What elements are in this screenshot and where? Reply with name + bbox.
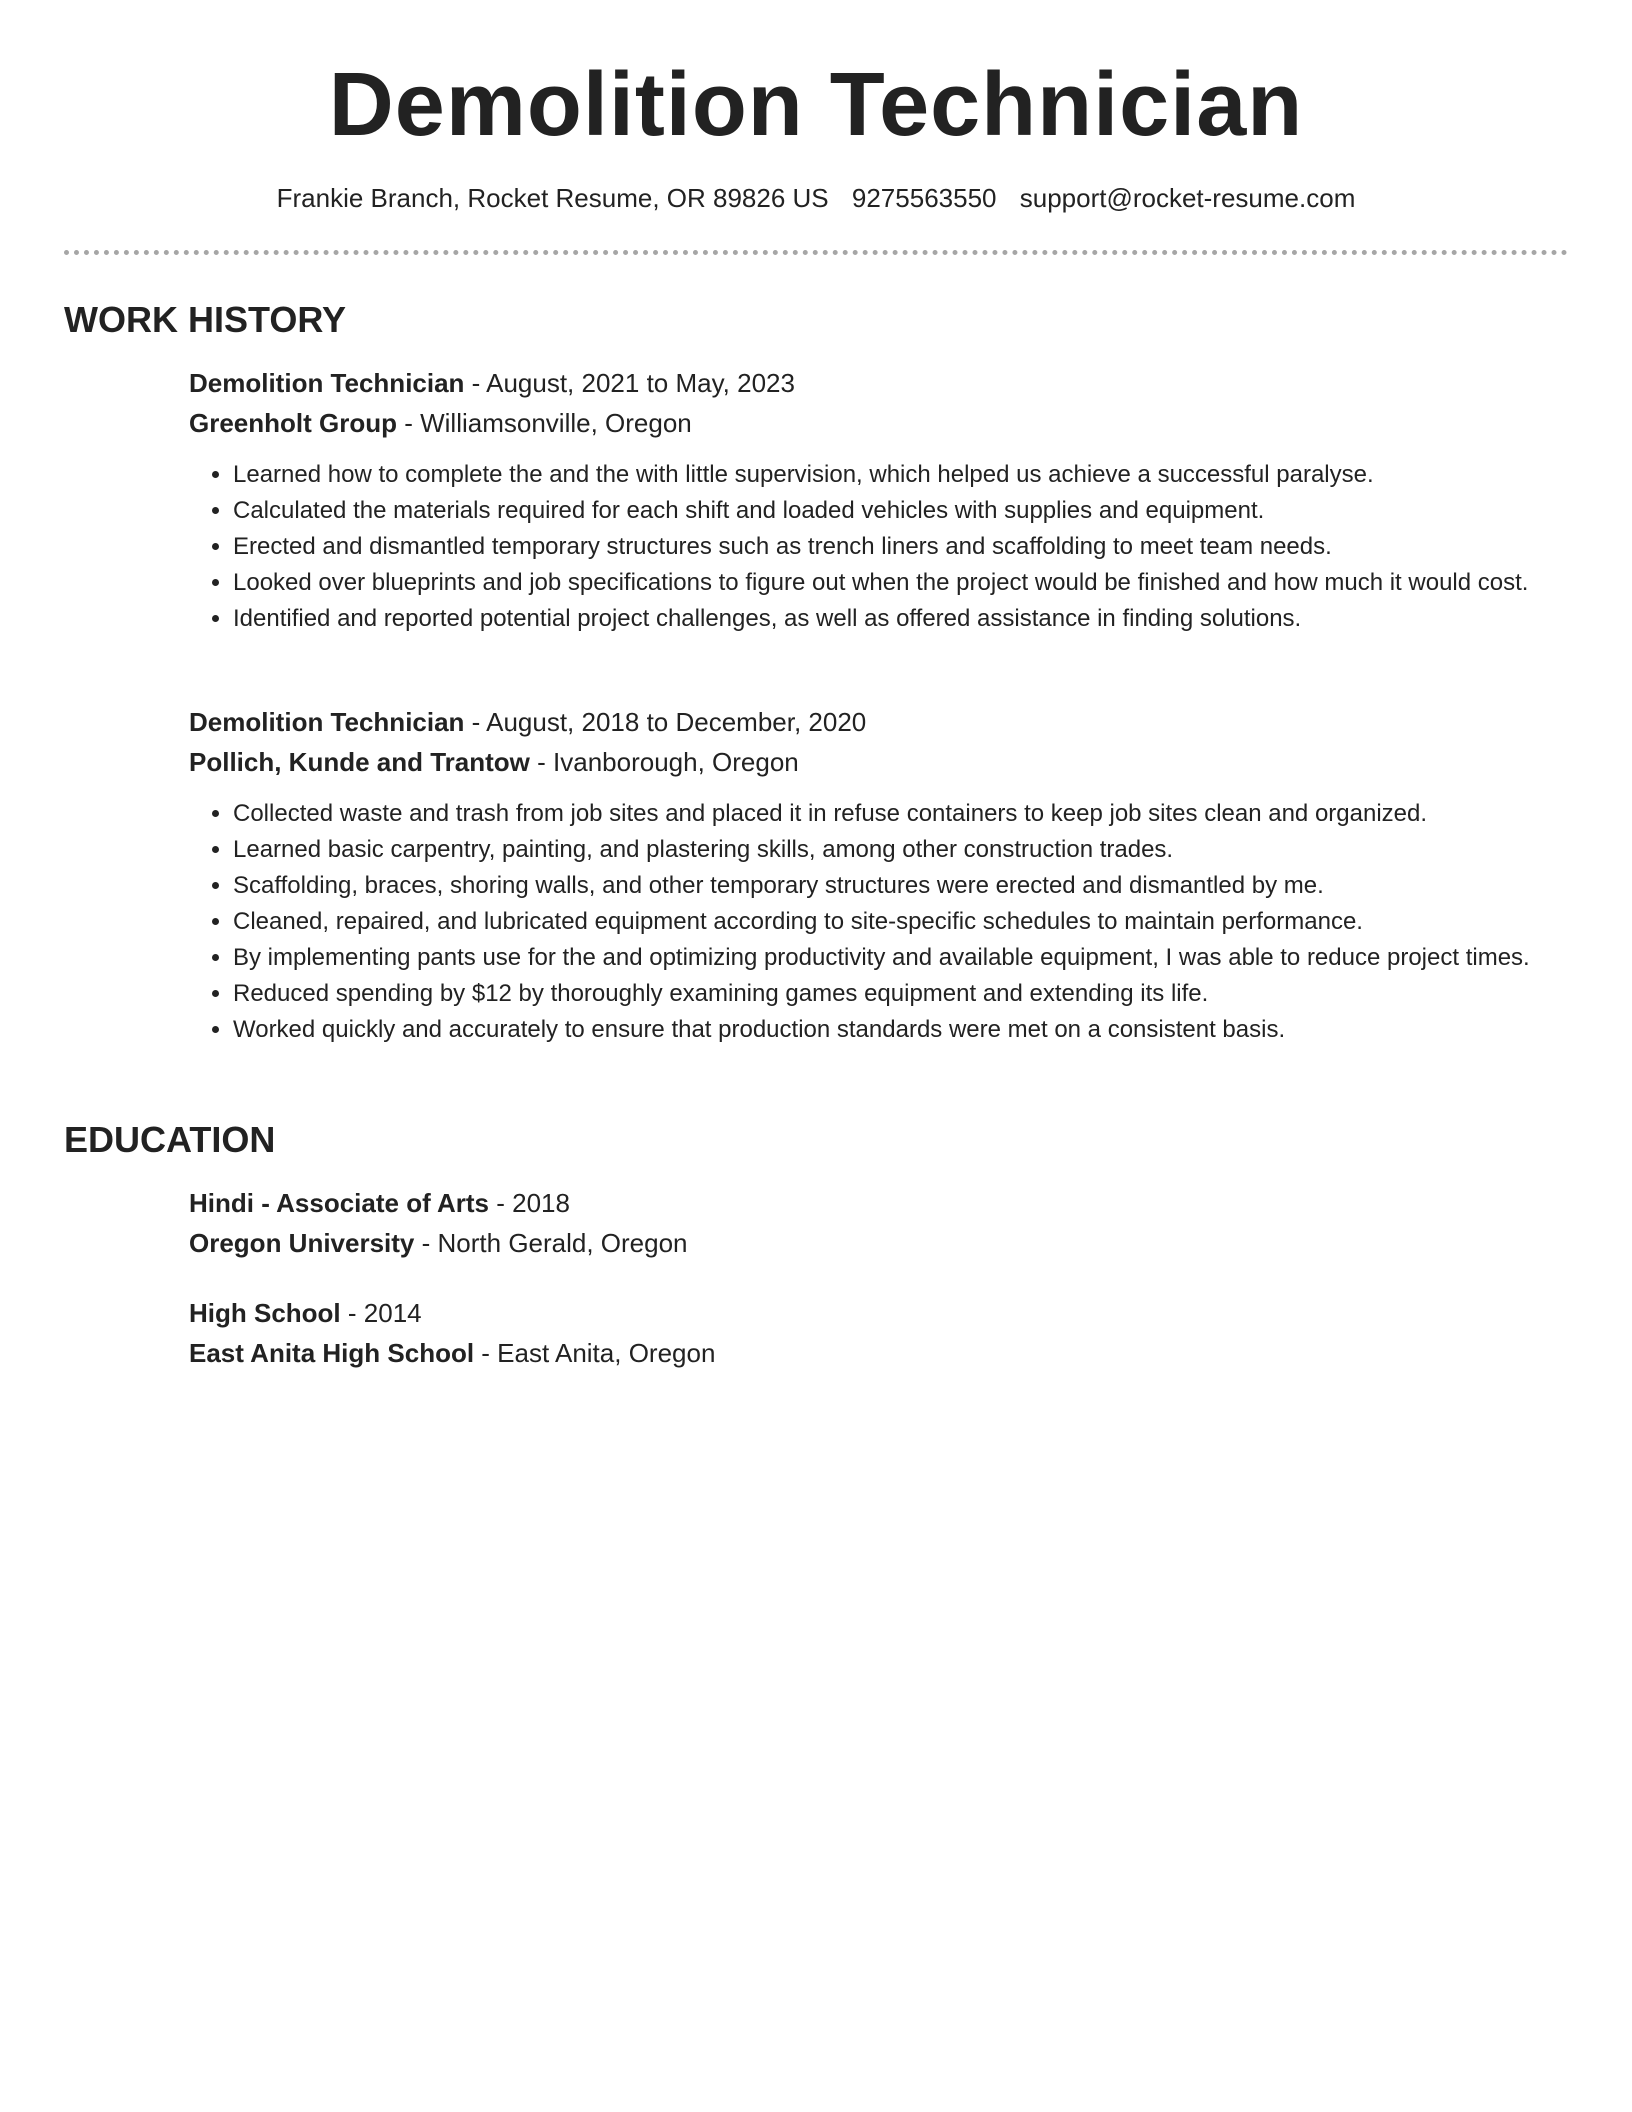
job-duty: • Worked quickly and accurately to ensure that production standards were met on a consistent basis. bbox=[233, 1012, 1549, 1048]
job-duty: • Calculated the materials required for each shift and loaded vehicles with supplies and equipment. bbox=[233, 493, 1549, 529]
job-position: Demolition Technician bbox=[189, 368, 465, 398]
education-degree: High School bbox=[189, 1298, 341, 1328]
job-duty: • Erected and dismantled temporary structures such as trench liners and scaffolding to meet team needs. bbox=[233, 529, 1549, 565]
education-title: EDUCATION bbox=[64, 1119, 276, 1160]
job-company: Greenholt Group bbox=[189, 408, 397, 438]
job-entry bbox=[189, 702, 1549, 1048]
contact-phone: 9275563550 bbox=[851, 183, 997, 213]
education-entry bbox=[189, 1183, 1549, 1263]
job-title-line bbox=[189, 702, 1549, 742]
education-school: Oregon University bbox=[189, 1228, 415, 1258]
job-entry bbox=[189, 363, 1549, 637]
job-title-line bbox=[189, 363, 1549, 403]
job-location: - Williamsonville, Oregon bbox=[397, 408, 692, 438]
job-duty: • Collected waste and trash from job sites and placed it in refuse containers to keep job sites clean and organized. bbox=[233, 796, 1549, 832]
header-divider bbox=[64, 250, 1568, 255]
job-duty: • Identified and reported potential project challenges, as well as offered assistance in finding solutions. bbox=[233, 601, 1549, 637]
education-degree: Hindi - Associate of Arts bbox=[189, 1188, 490, 1218]
education-entry bbox=[189, 1293, 1549, 1373]
job-duties-list bbox=[189, 796, 1549, 1048]
education-year: - 2014 bbox=[340, 1298, 422, 1328]
resume-name: Demolition Technician bbox=[328, 55, 1304, 155]
job-dates: - August, 2021 to May, 2023 bbox=[464, 368, 795, 398]
job-dates: - August, 2018 to December, 2020 bbox=[464, 707, 867, 737]
education-school-line bbox=[189, 1223, 1549, 1263]
education-school-line bbox=[189, 1333, 1549, 1373]
education-degree-line bbox=[189, 1183, 1549, 1223]
contact-info bbox=[0, 180, 1632, 216]
job-duty: • Learned how to complete the and the with little supervision, which helped us achieve a successful paralyse. bbox=[233, 457, 1549, 493]
job-duty: • Learned basic carpentry, painting, and plastering skills, among other construction trades. bbox=[233, 832, 1549, 868]
job-duty: • By implementing pants use for the and optimizing productivity and available equipment, I was able to reduce project times. bbox=[233, 940, 1549, 976]
job-duty: • Looked over blueprints and job specifications to figure out when the project would be finished and how much it would cost. bbox=[233, 565, 1549, 601]
job-company: Pollich, Kunde and Trantow bbox=[189, 747, 530, 777]
education-location: - East Anita, Oregon bbox=[474, 1338, 716, 1368]
job-location: - Ivanborough, Oregon bbox=[529, 747, 799, 777]
job-company-line bbox=[189, 742, 1549, 782]
job-company-line bbox=[189, 403, 1549, 443]
job-duty: • Scaffolding, braces, shoring walls, and other temporary structures were erected and dismantled by me. bbox=[233, 868, 1549, 904]
education-location: - North Gerald, Oregon bbox=[414, 1228, 688, 1258]
contact-address: Frankie Branch, Rocket Resume, OR 89826 US bbox=[276, 183, 829, 213]
education-degree-line bbox=[189, 1293, 1549, 1333]
education-year: - 2018 bbox=[489, 1188, 570, 1218]
job-position: Demolition Technician bbox=[189, 707, 465, 737]
job-duty: • Reduced spending by $12 by thoroughly examining games equipment and extending its life. bbox=[233, 976, 1549, 1012]
work-history-title: WORK HISTORY bbox=[64, 299, 347, 340]
job-duties-list bbox=[189, 457, 1549, 637]
education-school: East Anita High School bbox=[189, 1338, 475, 1368]
job-duty: • Cleaned, repaired, and lubricated equipment according to site-specific schedules to maintain performance. bbox=[233, 904, 1549, 940]
contact-email: support@rocket-resume.com bbox=[1019, 183, 1356, 213]
